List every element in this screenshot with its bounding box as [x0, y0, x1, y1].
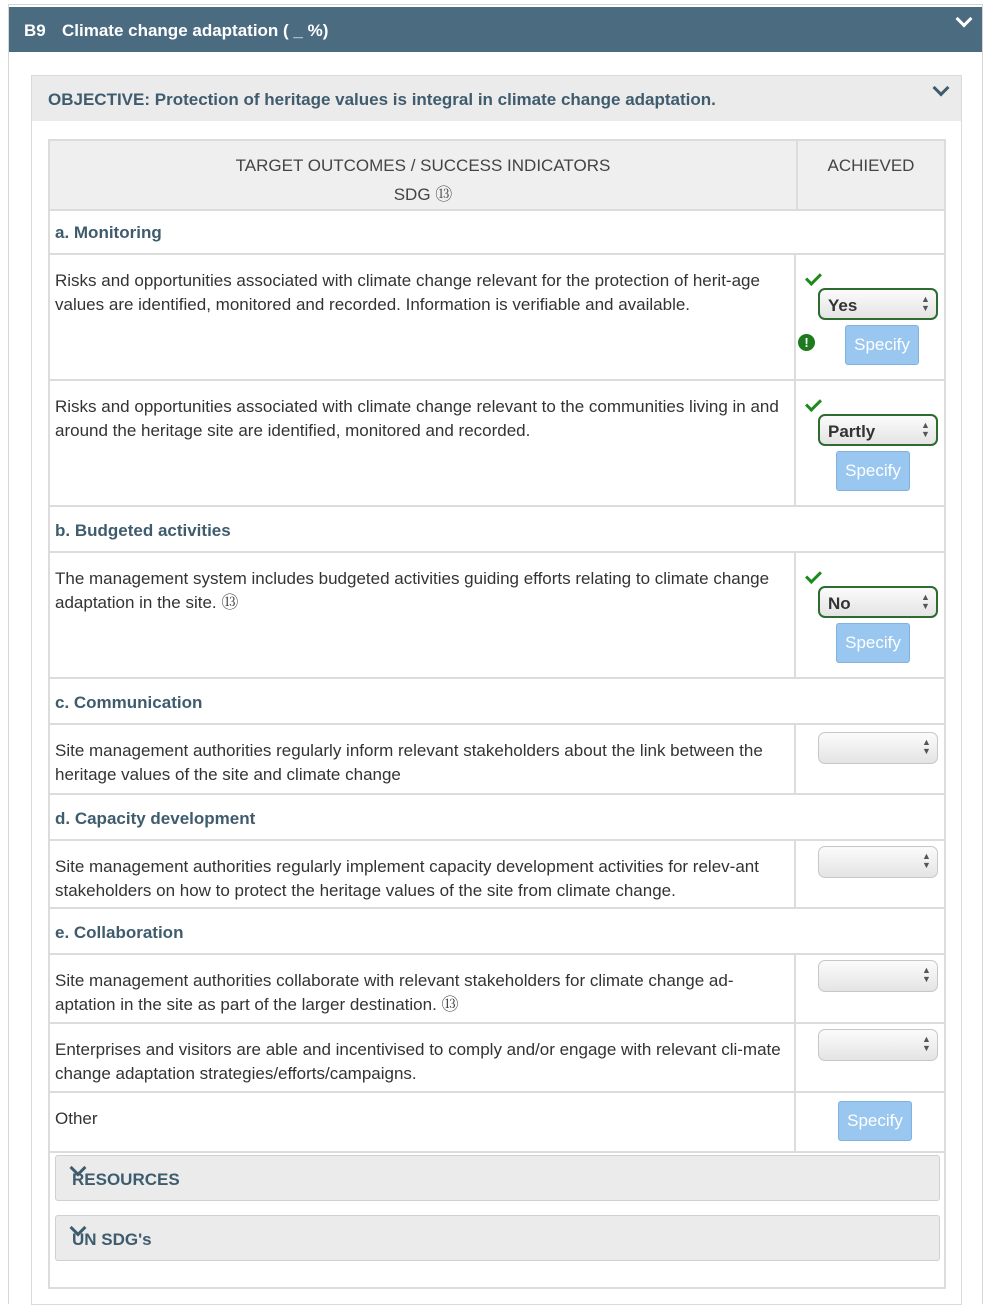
table-row — [50, 1024, 944, 1093]
achieved-select[interactable] — [818, 732, 938, 764]
select-arrows-icon: ▲ ▼ — [921, 592, 930, 611]
check-icon — [805, 269, 822, 286]
category-label: c. Communication — [55, 693, 203, 712]
objective-header[interactable] — [32, 76, 961, 121]
table-row — [50, 841, 944, 909]
indicator-text: Risks and opportunities associated with climate change relevant to the communities living in and around the heritage site are identified, monitored and recorded. — [55, 397, 779, 440]
indicators-table — [48, 139, 946, 1289]
subsection-title: UN SDG's — [72, 1230, 152, 1249]
select-arrows-icon: ▲ ▼ — [922, 1034, 931, 1053]
select-arrows-icon: ▲ ▼ — [921, 294, 930, 313]
category-monitoring — [50, 209, 944, 255]
select-arrows-icon: ▲ ▼ — [922, 737, 931, 756]
indicator-text: Risks and opportunities associated with climate change relevant for the protection of herit-age values are identified, monitored and recorded. Information is verifiable and available. — [55, 271, 760, 314]
chevron-down-icon[interactable] — [933, 80, 950, 97]
table-row — [50, 255, 944, 381]
section-title: Climate change adaptation ( _ %) — [62, 21, 329, 40]
category-budgeted-activities — [50, 507, 944, 553]
achieved-value: Yes — [828, 296, 858, 315]
check-icon — [805, 567, 822, 584]
specify-button[interactable]: Specify — [838, 1101, 912, 1141]
warning-icon: ! — [798, 334, 815, 351]
achieved-select[interactable] — [818, 960, 938, 992]
section-container — [8, 4, 983, 1304]
indicator-text: Site management authorities collaborate with relevant stakeholders for climate change ad-aptation in the site as part of the larger destination. ⑬ — [55, 971, 734, 1014]
category-communication — [50, 679, 944, 725]
table-row — [50, 955, 944, 1024]
objective-panel — [31, 75, 962, 1305]
chevron-down-icon[interactable] — [956, 11, 973, 28]
table-row-other — [50, 1093, 944, 1153]
category-label: d. Capacity development — [55, 809, 256, 828]
table-row — [50, 725, 944, 795]
header-label: TARGET OUTCOMES / SUCCESS INDICATORS — [235, 156, 611, 175]
achieved-value: No — [828, 594, 851, 613]
check-icon — [805, 395, 822, 412]
resources-subsection[interactable] — [55, 1155, 940, 1201]
category-capacity-development — [50, 795, 944, 841]
achieved-select[interactable] — [818, 288, 938, 320]
indicator-text: Enterprises and visitors are able and incentivised to comply and/or engage with relevant cli-mate change adaptation strategies/efforts/campaigns. — [55, 1040, 781, 1083]
specify-button[interactable]: Specify — [845, 325, 919, 365]
achieved-select[interactable] — [818, 586, 938, 618]
table-row — [50, 381, 944, 507]
section-header[interactable] — [9, 7, 982, 52]
category-label: e. Collaboration — [55, 923, 184, 942]
select-arrows-icon: ▲ ▼ — [921, 420, 930, 439]
objective-title: OBJECTIVE: Protection of heritage values is integral in climate change adaptation. — [48, 90, 716, 109]
specify-button[interactable]: Specify — [836, 623, 910, 663]
category-label: a. Monitoring — [55, 223, 162, 242]
section-code: B9 — [24, 21, 46, 40]
achieved-select[interactable] — [818, 846, 938, 878]
select-arrows-icon: ▲ ▼ — [922, 965, 931, 984]
header-sdg: SDG ⑬ — [393, 185, 453, 204]
indicator-text: Other — [55, 1109, 98, 1128]
category-collaboration — [50, 909, 944, 955]
achieved-value: Partly — [828, 422, 876, 441]
category-label: b. Budgeted activities — [55, 521, 231, 540]
specify-button[interactable]: Specify — [836, 451, 910, 491]
achieved-select[interactable] — [818, 414, 938, 446]
select-arrows-icon: ▲ ▼ — [922, 851, 931, 870]
indicator-text: The management system includes budgeted activities guiding efforts relating to climate change adaptation in the site. ⑬ — [55, 569, 770, 612]
header-target-outcomes — [50, 141, 798, 209]
table-row — [50, 553, 944, 679]
achieved-select[interactable] — [818, 1029, 938, 1061]
subsection-title: RESOURCES — [72, 1170, 180, 1189]
sdgs-subsection[interactable] — [55, 1215, 940, 1261]
indicator-text: Site management authorities regularly inform relevant stakeholders about the link between the heritage values of the site and climate change — [55, 741, 763, 784]
header-achieved: ACHIEVED — [827, 156, 915, 175]
table-header — [50, 141, 944, 211]
indicator-text: Site management authorities regularly implement capacity development activities for relev-ant stakeholders on how to protect the heritage values of the site from climate change. — [55, 857, 759, 900]
